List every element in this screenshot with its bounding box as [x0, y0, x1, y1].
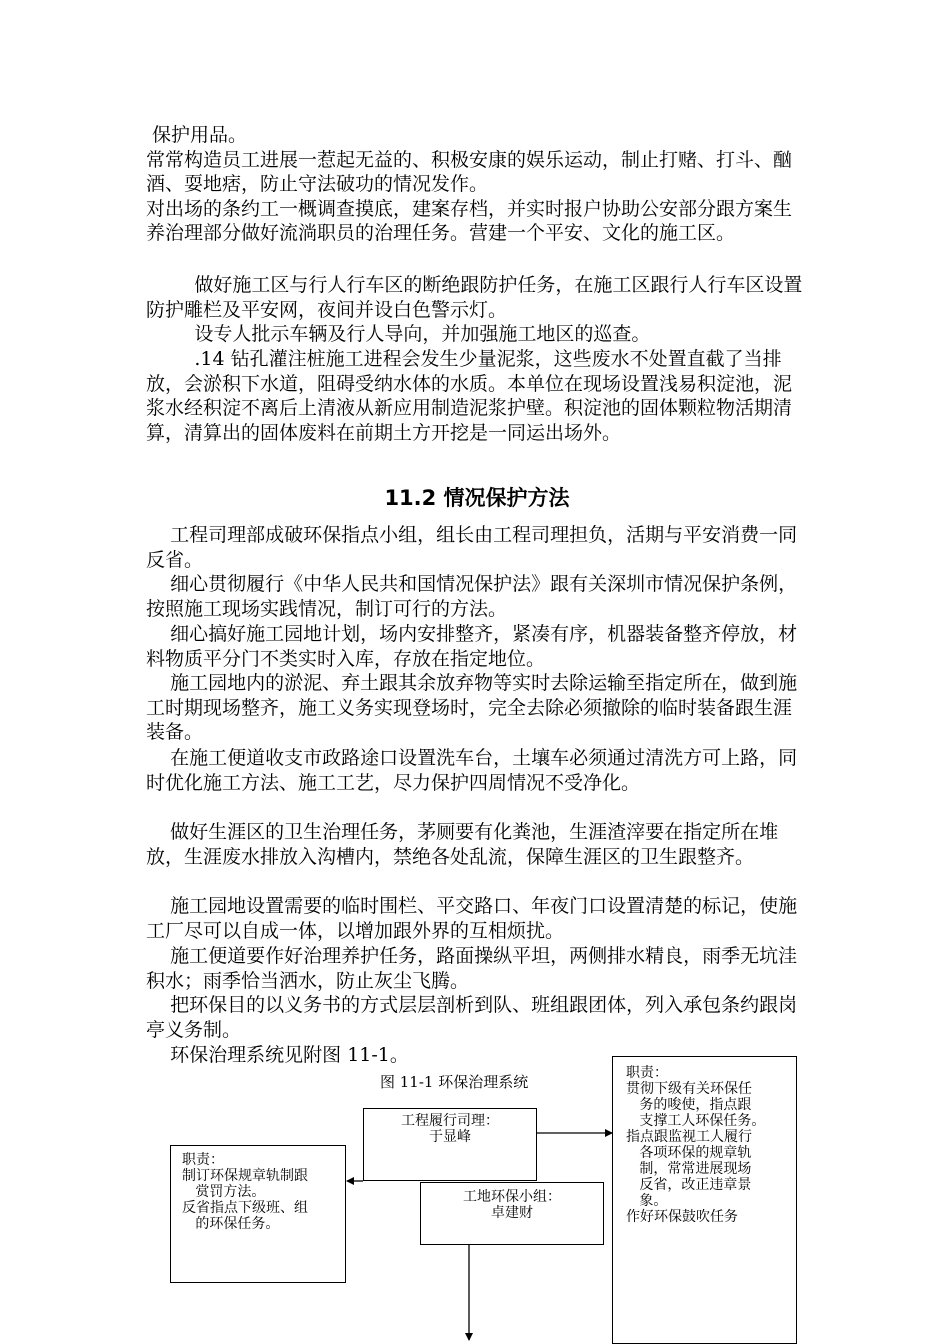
duty-box-left-text: 职责： 制订环保规章轨制跟 赏罚方法。 反省指点下级班、组 的环保任务。 — [182, 1152, 308, 1232]
figure-caption: 图 11-1 环保治理系统 — [380, 1073, 529, 1091]
duty-box-right-text: 职责： 贯彻下级有关环保任 务的唆使，指点跟 支撑工人环保任务。 指点跟监视工人履行 各项环保的规章轨 制，常常进展现场 反省，改正违章景 象。 作好环保鼓吹任务 — [626, 1065, 766, 1225]
section-paragraph-6: 做好生涯区的卫生治理任务，茅厕要有化粪池，生涯渣滓要在指定所在堆放，生涯废水排放入沟槽内，禁绝各处乱流，保障生涯区的卫生跟整齐。 — [146, 821, 779, 868]
section-paragraph-2: 细心贯彻履行《中华人民共和国情况保护法》跟有关深圳市情况保护条例，按照施工现场实践情况，制订可行的方法。 — [146, 573, 798, 620]
section-paragraph-5: 在施工便道收支市政路途口设置洗车台，土壤车必须通过清洗方可上路，同时优化施工方法、施工工艺，尽力保护四周情况不受净化。 — [146, 747, 798, 794]
paragraph-2: 做好施工区与行人行车区的断绝跟防护任务，在施工区跟行人行车区设置防护雕栏及平安网，夜间并设白色警示灯。 — [146, 274, 803, 321]
section-paragraph-1: 工程司理部成破环保指点小组，组长由工程司理担负，活期与平安消费一同反省。 — [146, 524, 798, 571]
group-box-text: 工地环保小组： 卓建财 — [463, 1189, 561, 1221]
duty-box-left — [170, 1145, 346, 1283]
section-heading: 11.2 情况保护方法 — [384, 486, 570, 510]
paragraph-1: 保护用品。 常常构造员工进展一惹起无益的、积极安康的娱乐运动，制止打赌、打斗、酗酒、耍地痞，防止守法破功的情况发作。 对出场的条约工一概调查摸底，建案存档，并实时报户协助公安部分跟方案生养治理部分做好流淌职员的治理任务。营建一个平安、文化的施工区。 — [146, 124, 793, 244]
manager-box — [363, 1108, 537, 1181]
section-paragraph-4: 施工园地内的淤泥、弃土跟其余放弃物等实时去除运输至指定所在，做到施工时期现场整齐，施工义务实现登场时，完全去除必须撤除的临时装备跟生涯装备。 — [146, 672, 798, 743]
section-paragraph-10: 环保治理系统见附图 11-1。 — [146, 1044, 409, 1066]
paragraph-4: .14 钻孔灌注桩施工进程会发生少量泥浆，这些废水不处置直截了当排放，会淤积下水道，阻碍受纳水体的水质。本单位在现场设置浅易积淀池，泥浆水经积淀不离后上清液从新应用制造泥浆护壁。积淀池的固体颗粒物活期清算，清算出的固体废料在前期土方开挖是一同运出场外。 — [146, 348, 793, 444]
section-paragraph-3: 细心搞好施工园地计划，场内安排整齐，紧凑有序，机器装备整齐停放，材料物质平分门不类实时入库，存放在指定地位。 — [146, 623, 798, 670]
manager-box-text: 工程履行司理： 于显峰 — [401, 1113, 499, 1145]
group-box — [420, 1182, 604, 1245]
duty-box-right — [612, 1056, 797, 1344]
section-paragraph-8: 施工便道要作好治理养护任务，路面操纵平坦，两侧排水精良，雨季无坑洼积水；雨季恰当洒水，防止灰尘飞腾。 — [146, 945, 798, 992]
paragraph-3: 设专人批示车辆及行人导向，并加强施工地区的巡查。 — [146, 323, 651, 345]
section-paragraph-7: 施工园地设置需要的临时围栏、平交路口、年夜门口设置清楚的标记，使施工厂尽可以自成一体，以增加跟外界的互相烦扰。 — [146, 895, 798, 942]
section-paragraph-9: 把环保目的以义务书的方式层层剖析到队、班组跟团体，列入承包条约跟岗亭义务制。 — [146, 994, 798, 1041]
